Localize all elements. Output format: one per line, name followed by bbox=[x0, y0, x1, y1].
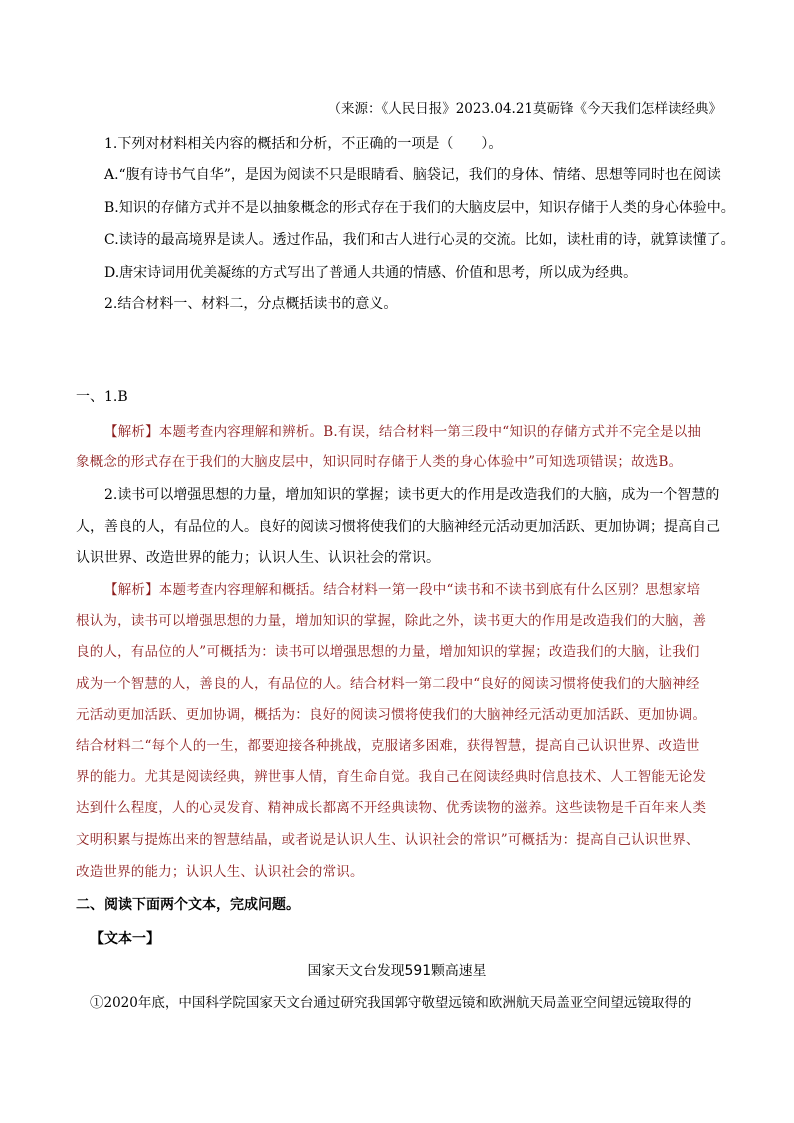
answer-2-line: 认识世界、改造世界的能力；认识人生、认识社会的常识。 bbox=[76, 550, 440, 566]
analysis-2-line: 元活动更加活跃、更加协调，概括为：良好的阅读习惯将使我们的大脑神经元活动更加活跃、更加协调。 bbox=[76, 707, 707, 723]
analysis-2-line: 成为一个智慧的人，善良的人，有品位的人。结合材料一第二段中“良好的阅读习惯将使我们的大脑神经 bbox=[76, 676, 700, 692]
analysis-2-line: 根认为，读书可以增强思想的力量，增加知识的掌握，除此之外，读书更大的作用是改造我们的大脑，善 bbox=[76, 613, 707, 629]
answer-2-line: 人，善良的人，有品位的人。良好的阅读习惯将使我们的大脑神经元活动更加活跃、更加协调；提高自己 bbox=[76, 519, 720, 535]
question-1-option-c: C.读诗的最高境界是读人。透过作品，我们和古人进行心灵的交流。比如，读杜甫的诗，就算读懂了。 bbox=[104, 232, 735, 248]
text-1-label: 【文本一】 bbox=[90, 931, 160, 947]
analysis-1-line: 【解析】本题考查内容理解和辨析。B.有误，结合材料一第三段中“知识的存储方式并不完全是以抽 bbox=[104, 424, 702, 440]
analysis-2-line: 良的人，有品位的人”可概括为：读书可以增强思想的力量，增加知识的掌握；改造我们的大脑，让我们 bbox=[76, 644, 700, 660]
question-1-option-d: D.唐宋诗词用优美凝练的方式写出了普通人共通的情感、价值和思考，所以成为经典。 bbox=[104, 265, 638, 281]
analysis-2-line: 界的能力。尤其是阅读经典，辨世事人情，育生命自觉。我自己在阅读经典时信息技术、人工智能无论发 bbox=[76, 769, 707, 785]
text-1-paragraph: ①2020年底，中国科学院国家天文台通过研究我国郭守敬望远镜和欧洲航天局盖亚空间望远镜取得的 bbox=[90, 995, 692, 1011]
analysis-2-line: 达到什么程度，人的心灵发育、精神成长都离不开经典读物、优秀读物的滋养。这些读物是千百年来人类 bbox=[76, 800, 707, 816]
question-1-stem: 1.下列对材料相关内容的概括和分析，不正确的一项是（ ）。 bbox=[104, 136, 503, 152]
question-2-stem: 2.结合材料一、材料二，分点概括读书的意义。 bbox=[104, 296, 398, 312]
text-1-title: 国家天文台发现591颗高速星 bbox=[307, 963, 487, 979]
section-2-heading: 二、阅读下面两个文本，完成问题。 bbox=[76, 897, 300, 913]
analysis-2-line: 【解析】本题考查内容理解和概括。结合材料一第一段中“读书和不读书到底有什么区别？思想家培 bbox=[104, 582, 701, 598]
analysis-2-line: 结合材料二“每个人的一生，都要迎接各种挑战，克服诸多困难，获得智慧，提高自己认识世界、改造世 bbox=[76, 738, 700, 754]
analysis-1-line: 象概念的形式存在于我们的大脑皮层中，知识同时存储于人类的身心体验中”可知选项错误；故选B。 bbox=[76, 454, 683, 470]
answer-2-line: 2.读书可以增强思想的力量，增加知识的掌握；读书更大的作用是改造我们的大脑，成为一个智慧的 bbox=[104, 487, 720, 503]
answer-heading: 一、1.B bbox=[76, 389, 128, 405]
source-citation: （来源：《人民日报》2023.04.21莫砺锋《今天我们怎样读经典》 bbox=[327, 101, 722, 117]
analysis-2-line: 文明积累与提炼出来的智慧结晶，或者说是认识人生、认识社会的常识”可概括为：提高自己认识世界、 bbox=[76, 832, 700, 848]
question-1-option-a: A.“腹有诗书气自华”，是因为阅读不只是眼睛看、脑袋记，我们的身体、情绪、思想等同时也在阅读 bbox=[104, 167, 721, 183]
question-1-option-b: B.知识的存储方式并不是以抽象概念的形式存在于我们的大脑皮层中，知识存储于人类的身心体验中。 bbox=[104, 200, 735, 216]
analysis-2-line: 改造世界的能力；认识人生、认识社会的常识。 bbox=[76, 864, 364, 880]
